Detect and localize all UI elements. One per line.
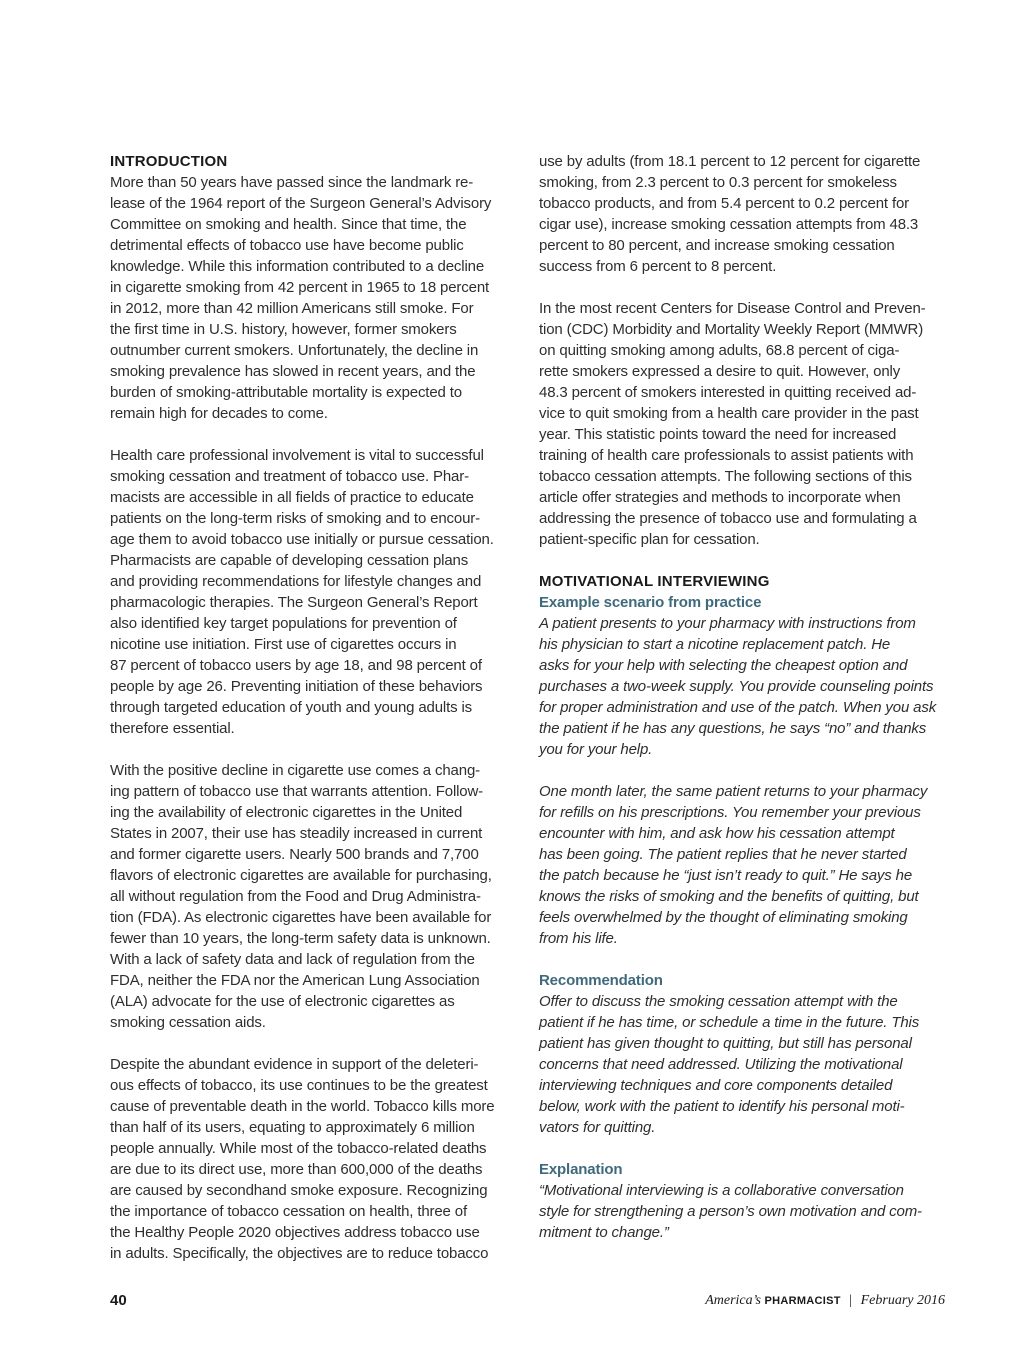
text-line: Offer to discuss the smoking cessation attempt with the	[539, 993, 898, 1010]
text-line: purchases a two-week supply. You provide counseling points	[539, 678, 934, 695]
text-line: vice to quit smoking from a health care provider in the past	[539, 405, 919, 422]
text-line: year. This statistic points toward the need for increased	[539, 426, 897, 443]
text-line: fewer than 10 years, the long-term safety data is unknown.	[110, 930, 491, 947]
text-line: are due to its direct use, more than 600,000 of the deaths	[110, 1161, 483, 1178]
text-line: knowledge. While this information contributed to a decline	[110, 258, 485, 275]
text-line: concerns that need addressed. Utilizing the motivational	[539, 1056, 903, 1073]
paragraph-scenario-1	[539, 613, 954, 760]
text-line: the importance of tobacco cessation on health, three of	[110, 1203, 467, 1220]
text-line: ing pattern of tobacco use that warrants attention. Follow-	[110, 783, 484, 800]
paragraph-recommendation	[539, 991, 954, 1138]
section-heading-motivational-interviewing: MOTIVATIONAL INTERVIEWING	[539, 573, 770, 590]
footer-separator: |	[849, 1293, 853, 1308]
text-line: the Healthy People 2020 objectives address tobacco use	[110, 1224, 480, 1241]
text-line: “Motivational interviewing is a collaborative conversation	[539, 1182, 904, 1199]
paragraph-explanation	[539, 1180, 954, 1243]
text-line: asks for your help with selecting the cheapest option and	[539, 657, 908, 674]
subheading-explanation: Explanation	[539, 1161, 623, 1178]
text-line: in 2012, more than 42 million Americans still smoke. For	[110, 300, 474, 317]
text-line: from his life.	[539, 930, 618, 947]
text-line: below, work with the patient to identify his personal moti-	[539, 1098, 905, 1115]
text-line: tion (CDC) Morbidity and Mortality Weekly Report (MMWR)	[539, 321, 924, 338]
text-line: FDA, neither the FDA nor the American Lung Association	[110, 972, 480, 989]
subheading-example-scenario: Example scenario from practice	[539, 594, 762, 611]
text-line: macists are accessible in all fields of practice to educate	[110, 489, 474, 506]
text-line: More than 50 years have passed since the landmark re-	[110, 174, 474, 191]
text-line: 87 percent of tobacco users by age 18, and 98 percent of	[110, 657, 482, 674]
left-column	[110, 151, 525, 1264]
text-line: A patient presents to your pharmacy with instructions from	[539, 615, 916, 632]
text-line: Committee on smoking and health. Since that time, the	[110, 216, 467, 233]
text-line: article offer strategies and methods to incorporate when	[539, 489, 901, 506]
text-line: people by age 26. Preventing initiation of these behaviors	[110, 678, 483, 695]
text-line: burden of smoking-attributable mortality is expected to	[110, 384, 462, 401]
paragraph-gap	[110, 739, 525, 760]
text-line: patient has given thought to quitting, but still has personal	[539, 1035, 912, 1052]
text-line: use by adults (from 18.1 percent to 12 percent for cigarette	[539, 153, 921, 170]
text-line: (ALA) advocate for the use of electronic cigarettes as	[110, 993, 455, 1010]
text-line: ous effects of tobacco, its use continues to be the greatest	[110, 1077, 488, 1094]
text-line: smoking cessation aids.	[110, 1014, 266, 1031]
text-line: also identified key target populations for prevention of	[110, 615, 457, 632]
text-line: knows the risks of smoking and the benefits of quitting, but	[539, 888, 919, 905]
paragraph-gap	[539, 1138, 954, 1159]
text-line: for refills on his prescriptions. You remember your previous	[539, 804, 921, 821]
text-line: his physician to start a nicotine replacement patch. He	[539, 636, 891, 653]
text-line: cause of preventable death in the world. Tobacco kills more	[110, 1098, 495, 1115]
page-number: 40	[110, 1292, 127, 1309]
text-line: tobacco cessation attempts. The following sections of this	[539, 468, 912, 485]
publication-credit	[705, 1293, 945, 1309]
text-line: interviewing techniques and core components detailed	[539, 1077, 893, 1094]
text-line: and providing recommendations for lifestyle changes and	[110, 573, 482, 590]
text-line: patient-specific plan for cessation.	[539, 531, 760, 548]
text-line: are caused by secondhand smoke exposure. Recognizing	[110, 1182, 488, 1199]
paragraph-intro-4	[110, 1054, 525, 1264]
text-line: through targeted education of youth and young adults is	[110, 699, 473, 716]
text-line: the patient if he has any questions, he says “no” and thanks	[539, 720, 927, 737]
text-line: smoking cessation and treatment of tobacco use. Phar-	[110, 468, 469, 485]
text-line: on quitting smoking among adults, 68.8 percent of ciga-	[539, 342, 900, 359]
text-line: detrimental effects of tobacco use have become public	[110, 237, 464, 254]
text-line: pharmacologic therapies. The Surgeon General’s Report	[110, 594, 478, 611]
text-line: States in 2007, their use has steadily increased in current	[110, 825, 483, 842]
paragraph-gap	[539, 550, 954, 571]
text-line: training of health care professionals to assist patients with	[539, 447, 914, 464]
text-line: tobacco products, and from 5.4 percent to 0.2 percent for	[539, 195, 910, 212]
text-line: all without regulation from the Food and Drug Administra-	[110, 888, 481, 905]
text-line: rette smokers expressed a desire to quit. However, only	[539, 363, 901, 380]
text-line: outnumber current smokers. Unfortunately, the decline in	[110, 342, 479, 359]
text-line: the patch because he “just isn’t ready to quit.” He says he	[539, 867, 913, 884]
text-line: for proper administration and use of the patch. When you ask	[539, 699, 937, 716]
text-line: Health care professional involvement is vital to successful	[110, 447, 484, 464]
paragraph-gap	[539, 277, 954, 298]
paragraph-scenario-2	[539, 781, 954, 949]
text-line: cigar use), increase smoking cessation attempts from 48.3	[539, 216, 919, 233]
text-line: One month later, the same patient returns to your pharmacy	[539, 783, 928, 800]
issue-date: February 2016	[860, 1293, 945, 1308]
text-line: in adults. Specifically, the objectives are to reduce tobacco	[110, 1245, 489, 1262]
text-line: people annually. While most of the tobacco-related deaths	[110, 1140, 487, 1157]
text-line: in cigarette smoking from 42 percent in 1965 to 18 percent	[110, 279, 490, 296]
paragraph-gap	[110, 1033, 525, 1054]
text-line: remain high for decades to come.	[110, 405, 328, 422]
paragraph-intro-3	[110, 760, 525, 1033]
paragraph-intro-1	[110, 172, 525, 424]
subheading-recommendation: Recommendation	[539, 972, 663, 989]
right-column	[539, 151, 954, 1243]
text-line: patients on the long-term risks of smoking and to encour-	[110, 510, 480, 527]
page-footer	[110, 1292, 945, 1312]
text-line: therefore essential.	[110, 720, 235, 737]
text-line: In the most recent Centers for Disease Control and Preven-	[539, 300, 926, 317]
text-line: style for strengthening a person’s own motivation and com-	[539, 1203, 922, 1220]
text-line: Despite the abundant evidence in support of the deleteri-	[110, 1056, 479, 1073]
text-line: lease of the 1964 report of the Surgeon General’s Advisory	[110, 195, 492, 212]
paragraph-cdc-report	[539, 298, 954, 550]
text-line: has been going. The patient replies that he never started	[539, 846, 907, 863]
text-line: you for your help.	[539, 741, 653, 758]
paragraph-intro-2	[110, 445, 525, 739]
publication-name-prefix: America’s	[705, 1293, 761, 1308]
paragraph-gap	[539, 949, 954, 970]
section-heading-introduction: INTRODUCTION	[110, 153, 228, 170]
text-line: age them to avoid tobacco use initially or pursue cessation.	[110, 531, 494, 548]
text-line: success from 6 percent to 8 percent.	[539, 258, 777, 275]
text-line: feels overwhelmed by the thought of eliminating smoking	[539, 909, 908, 926]
text-line: encounter with him, and ask how his cessation attempt	[539, 825, 895, 842]
text-line: vators for quitting.	[539, 1119, 656, 1136]
text-line: tion (FDA). As electronic cigarettes have been available for	[110, 909, 492, 926]
paragraph-gap	[110, 424, 525, 445]
text-line: With the positive decline in cigarette use comes a chang-	[110, 762, 480, 779]
publication-name: PHARMACIST	[764, 1295, 841, 1307]
text-line: percent to 80 percent, and increase smoking cessation	[539, 237, 895, 254]
text-line: flavors of electronic cigarettes are available for purchasing,	[110, 867, 492, 884]
text-line: than half of its users, equating to approximately 6 million	[110, 1119, 475, 1136]
text-line: With a lack of safety data and lack of regulation from the	[110, 951, 475, 968]
paragraph-objectives	[539, 151, 954, 277]
text-line: 48.3 percent of smokers interested in quitting received ad-	[539, 384, 917, 401]
text-line: and former cigarette users. Nearly 500 brands and 7,700	[110, 846, 479, 863]
text-line: Pharmacists are capable of developing cessation plans	[110, 552, 469, 569]
text-line: nicotine use initiation. First use of cigarettes occurs in	[110, 636, 457, 653]
text-line: smoking, from 2.3 percent to 0.3 percent for smokeless	[539, 174, 897, 191]
text-line: patient if he has time, or schedule a time in the future. This	[539, 1014, 920, 1031]
text-line: ing the availability of electronic cigarettes in the United	[110, 804, 463, 821]
text-line: addressing the presence of tobacco use and formulating a	[539, 510, 917, 527]
paragraph-gap	[539, 760, 954, 781]
text-line: mitment to change.”	[539, 1224, 669, 1241]
text-line: the first time in U.S. history, however, former smokers	[110, 321, 457, 338]
text-line: smoking prevalence has slowed in recent years, and the	[110, 363, 476, 380]
